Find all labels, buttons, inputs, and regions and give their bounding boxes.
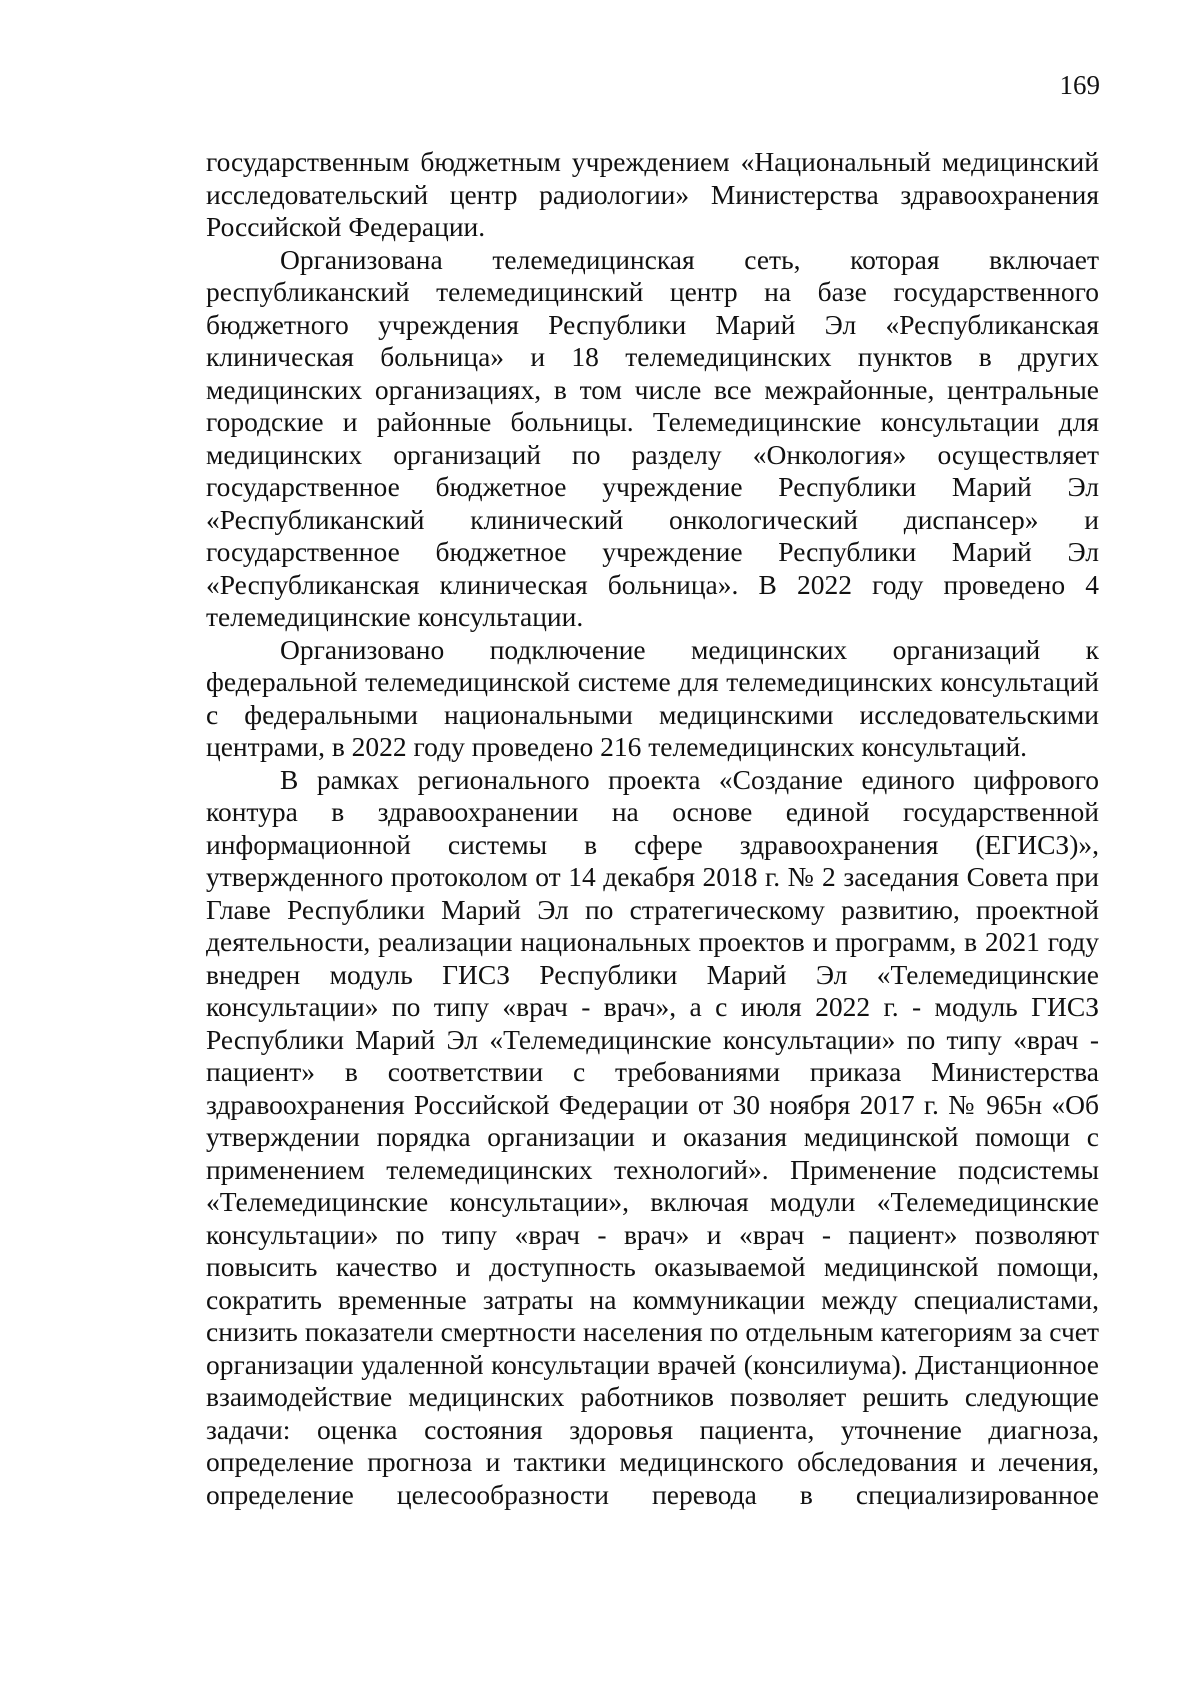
page-number: 169 (1059, 70, 1100, 100)
paragraph-3: Организовано подключение медицинских организаций к федеральной телемедицинской системе для телемедицинских консультаций с федеральными национальными медицинскими исследовательскими центрами, в 2022 году проведено 216 телемедицинских консультаций. (206, 633, 1099, 762)
paragraph-4: В рамках регионального проекта «Создание единого цифрового контура в здравоохранении на основе единой государственной информационной системы в сфере здравоохранения (ЕГИСЗ)», утвержденного протоколом от 14 декабря 2018 г. № 2 заседания Совета при Главе Республики Марий Эл по стратегическому развитию, проектной деятельности, реализации национальных проектов и программ, в 2021 году внедрен модуль ГИСЗ Республики Марий Эл «Телемедицинские консультации» по типу «врач - врач», а с июля 2022 г. - модуль ГИСЗ Республики Марий Эл «Телемедицинские консультации» по типу «врач - пациент» в соответствии с требованиями приказа Министерства здравоохранения Российской Федерации от 30 ноября 2017 г. № 965н «Об утверждении порядка организации и оказания медицинской помощи с применением телемедицинских технологий». Применение подсистемы «Телемедицинские консультации», включая модули «Телемедицинские консультации» по типу «врач - врач» и «врач - пациент» позволяют повысить качество и доступность оказываемой медицинской помощи, сократить временные затраты на коммуникации между специалистами, снизить показатели смертности населения по отдельным категориям за счет организации удаленной консультации врачей (консилиума). Дистанционное взаимодействие медицинских работников позволяет решить следующие задачи: оценка состояния здоровья пациента, уточнение диагноза, определение прогноза и тактики медицинского обследования и лечения, определение целесообразности перевода в специализированное (206, 763, 1099, 1510)
paragraph-1: государственным бюджетным учреждением «Национальный медицинский исследовательский центр радиологии» Министерства здравоохранения Российской Федерации. (206, 146, 1099, 242)
document-body (206, 146, 1099, 1511)
paragraph-2: Организована телемедицинская сеть, которая включает республиканский телемедицинский центр на базе государственного бюджетного учреждения Республики Марий Эл «Республиканская клиническая больница» и 18 телемедицинских пунктов в других медицинских организациях, в том числе все межрайонные, центральные городские и районные больницы. Телемедицинские консультации для медицинских организаций по разделу «Онкология» осуществляет государственное бюджетное учреждение Республики Марий Эл «Республиканский клинический онкологический диспансер» и государственное бюджетное учреждение Республики Марий Эл «Республиканская клиническая больница». В 2022 году проведено 4 телемедицинские консультации. (206, 243, 1099, 632)
